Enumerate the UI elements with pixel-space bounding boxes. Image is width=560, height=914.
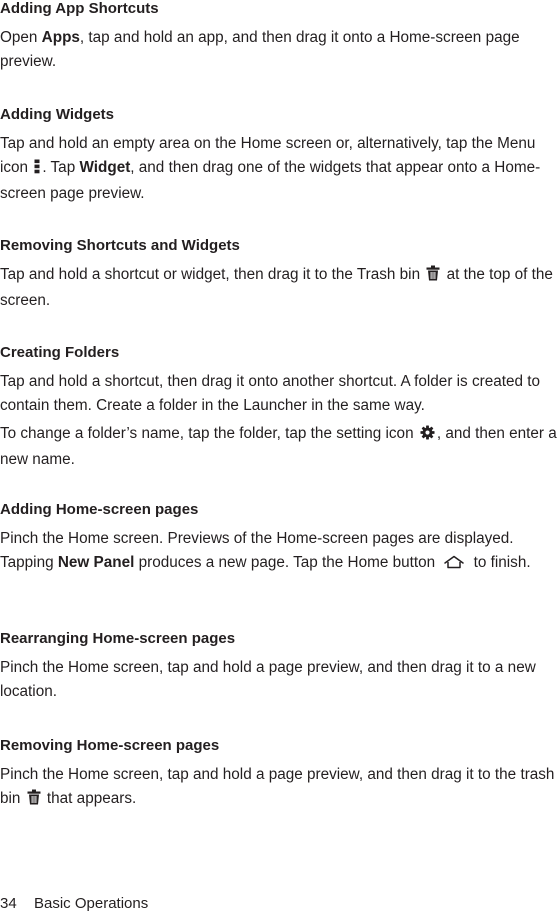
section-paragraph: Pinch the Home screen, tap and hold a page preview, and then drag it to a new location. xyxy=(0,659,536,700)
section-paragraph xyxy=(0,26,560,74)
menu-icon xyxy=(34,158,40,182)
page-footer xyxy=(0,894,148,914)
section-heading: Adding Home-screen pages xyxy=(0,501,199,518)
gear-icon xyxy=(420,424,435,448)
text-run: , and then drag one of the widgets that appear onto a Home-screen page preview. xyxy=(0,159,541,202)
section-paragraph xyxy=(0,527,560,577)
section-adding-app-shortcuts xyxy=(0,0,560,74)
section-heading: Removing Home-screen pages xyxy=(0,737,220,754)
text-run: to finish. xyxy=(469,554,531,571)
text-run: Tap and hold an empty area on the Home screen or, alternatively, tap the Menu icon xyxy=(0,135,536,176)
section-creating-folders xyxy=(0,344,560,472)
text-run: that appears. xyxy=(42,790,137,807)
text-run: Pinch the Home screen. Previews of the Home-screen pages are displayed. Tapping xyxy=(0,530,514,571)
section-removing-shortcuts-widgets xyxy=(0,237,560,313)
bold-term-new-panel: New Panel xyxy=(57,554,135,571)
section-heading: Adding App Shortcuts xyxy=(0,0,159,17)
section-heading: Removing Shortcuts and Widgets xyxy=(0,237,240,254)
text-run: , tap and hold an app, and then drag it onto a Home-screen page preview. xyxy=(0,29,520,70)
trash-bin-icon xyxy=(27,789,41,813)
text-run: Pinch the Home screen, tap and hold a page preview, and then drag it to the trash bin xyxy=(0,766,555,807)
section-paragraph: Tap and hold a shortcut, then drag it onto another shortcut. A folder is created to contain them. Create a folder in the Launcher in the same way. xyxy=(0,373,540,414)
section-removing-home-screen-pages xyxy=(0,737,560,813)
section-rearranging-home-screen-pages xyxy=(0,630,560,704)
section-paragraph xyxy=(0,422,560,472)
text-run: produces a new page. Tap the Home button xyxy=(134,554,440,571)
section-adding-home-screen-pages xyxy=(0,501,560,577)
home-icon xyxy=(443,553,465,577)
section-paragraph xyxy=(0,763,560,813)
section-heading: Adding Widgets xyxy=(0,106,115,123)
text-run: at the top of the screen. xyxy=(0,266,553,309)
text-run: . Tap xyxy=(42,159,80,176)
trash-bin-icon xyxy=(426,265,440,289)
section-adding-widgets xyxy=(0,106,560,206)
section-heading: Creating Folders xyxy=(0,344,120,361)
text-run: , and then enter a new name. xyxy=(0,425,557,468)
section-paragraph xyxy=(0,132,560,206)
text-run: Tap and hold a shortcut or widget, then drag it to the Trash bin xyxy=(0,266,425,283)
bold-term-apps: Apps xyxy=(41,29,80,46)
text-run: Open xyxy=(0,29,42,46)
text-run: To change a folder’s name, tap the folder, tap the setting icon xyxy=(0,425,418,442)
bold-term-widget: Widget xyxy=(79,159,131,176)
section-paragraph xyxy=(0,263,560,313)
page-number: 34 xyxy=(0,895,17,912)
chapter-title: Basic Operations xyxy=(34,895,149,912)
section-heading: Rearranging Home-screen pages xyxy=(0,630,236,647)
